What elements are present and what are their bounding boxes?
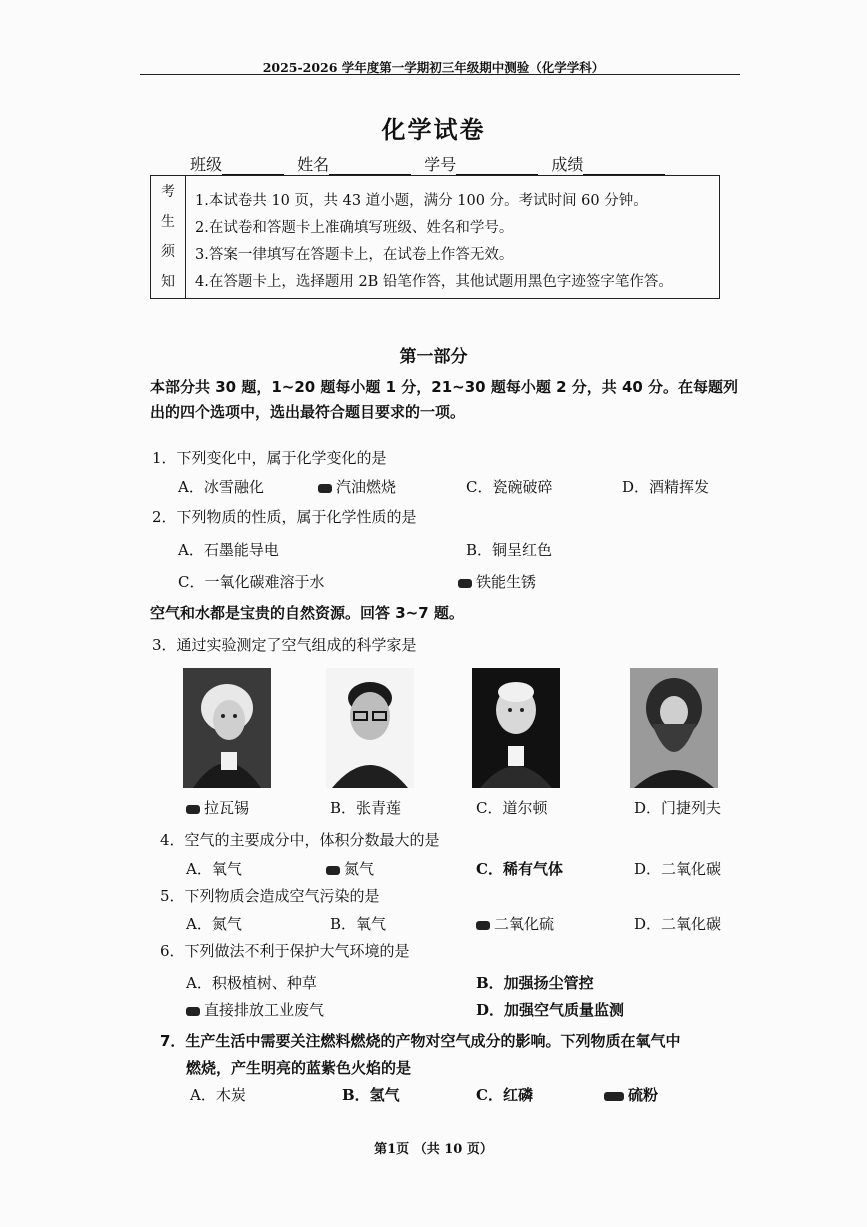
- notice-label-char: 考: [161, 184, 175, 200]
- class-label: 班级: [190, 155, 223, 174]
- option-a[interactable]: A．冰雪融化: [178, 478, 264, 496]
- notice-label-char: 知: [161, 274, 175, 290]
- class-blank[interactable]: [222, 158, 284, 175]
- notice-item: 3.答案一律填写在答题卡上，在试卷上作答无效。: [195, 247, 514, 263]
- portrait-image: [630, 668, 718, 788]
- option-b[interactable]: B．氧气: [330, 915, 387, 933]
- page-number: 第1页 （共 10 页）: [374, 1142, 493, 1157]
- notice-label: [150, 175, 186, 299]
- id-label: 学号: [424, 155, 457, 174]
- question-stem: 燃烧，产生明亮的蓝紫色火焰的是: [186, 1059, 412, 1077]
- answer-mark: [458, 579, 472, 588]
- portrait-lavoisier: [183, 668, 271, 788]
- option-c[interactable]: C．一氧化碳难溶于水: [178, 573, 325, 591]
- option-b[interactable]: B．氢气: [342, 1086, 400, 1104]
- portrait-image: [326, 668, 414, 788]
- option-c[interactable]: C．瓷碗破碎: [466, 478, 553, 496]
- question-stem: 2．下列物质的性质，属于化学性质的是: [152, 508, 417, 526]
- notice-item: 2.在试卷和答题卡上准确填写班级、姓名和学号。: [195, 220, 514, 236]
- answer-mark: [186, 805, 200, 814]
- notice-item: 1.本试卷共 10 页，共 43 道小题，满分 100 分。考试时间 60 分钟。: [195, 193, 648, 209]
- option-a[interactable]: A．氧气: [186, 860, 242, 878]
- context-para: 空气和水都是宝贵的自然资源。回答 3~7 题。: [150, 604, 464, 622]
- score-label: 成绩: [551, 155, 584, 174]
- option-d[interactable]: D．加强空气质量监测: [476, 1001, 625, 1019]
- option-b[interactable]: 汽油燃烧: [318, 476, 396, 497]
- option-d[interactable]: 铁能生锈: [458, 571, 536, 592]
- name-label: 姓名: [297, 155, 330, 174]
- portrait-zhang-qinglian: [326, 668, 414, 788]
- answer-mark: [186, 1007, 200, 1016]
- option-b[interactable]: B．加强扬尘管控: [476, 974, 594, 992]
- question-stem: 6．下列做法不利于保护大气环境的是: [160, 942, 410, 960]
- option-c[interactable]: 二氧化硫: [476, 913, 554, 934]
- part-instructions: 本部分共 30 题，1~20 题每小题 1 分，21~30 题每小题 2 分，共 40 分。在每题列: [150, 378, 739, 396]
- notice-label-char: 生: [161, 214, 175, 230]
- question-stem: 3．通过实验测定了空气组成的科学家是: [152, 636, 417, 654]
- portrait-mendeleev: [630, 668, 718, 788]
- option-d[interactable]: D．酒精挥发: [622, 478, 710, 496]
- portrait-image: [183, 668, 271, 788]
- part-title: 第一部分: [399, 347, 468, 367]
- answer-mark: [476, 921, 490, 930]
- part-instructions: 出的四个选项中，选出最符合题目要求的一项。: [150, 403, 466, 421]
- option-b[interactable]: B．铜呈红色: [466, 541, 553, 559]
- answer-mark: [318, 484, 332, 493]
- option-a[interactable]: A．木炭: [190, 1086, 246, 1104]
- option-a[interactable]: A．氮气: [186, 915, 242, 933]
- question-stem: 7．生产生活中需要关注燃料燃烧的产物对空气成分的影响。下列物质在氧气中: [160, 1032, 681, 1050]
- name-blank[interactable]: [329, 158, 411, 175]
- option-d[interactable]: D．二氧化碳: [634, 915, 722, 933]
- answer-mark: [604, 1092, 624, 1101]
- option-c[interactable]: 直接排放工业废气: [186, 999, 324, 1020]
- notice-item: 4.在答题卡上，选择题用 2B 铅笔作答，其他试题用黑色字迹签字笔作答。: [195, 274, 673, 290]
- option-d[interactable]: 硫粉: [604, 1084, 658, 1105]
- option-a[interactable]: A．积极植树、种草: [186, 974, 317, 992]
- option-a[interactable]: 拉瓦锡: [186, 797, 249, 818]
- option-d[interactable]: D．二氧化碳: [634, 860, 722, 878]
- header-divider: [140, 74, 740, 75]
- option-a[interactable]: A．石墨能导电: [178, 541, 279, 559]
- running-header: 2025-2026 学年度第一学期初三年级期中测验（化学学科）: [262, 60, 605, 75]
- option-c[interactable]: C．红磷: [476, 1086, 533, 1104]
- id-blank[interactable]: [456, 158, 538, 175]
- option-c[interactable]: C．道尔顿: [476, 799, 548, 817]
- student-info-row: [190, 152, 673, 175]
- question-stem: 1．下列变化中，属于化学变化的是: [152, 449, 387, 467]
- page-title: 化学试卷: [381, 116, 486, 144]
- portrait-image: [472, 668, 560, 788]
- question-stem: 4．空气的主要成分中，体积分数最大的是: [160, 831, 440, 849]
- option-b[interactable]: B．张青莲: [330, 799, 402, 817]
- notice-label-char: 须: [161, 244, 175, 260]
- question-stem: 5．下列物质会造成空气污染的是: [160, 887, 380, 905]
- answer-mark: [326, 866, 340, 875]
- option-b[interactable]: 氮气: [326, 858, 374, 879]
- option-d[interactable]: D．门捷列夫: [634, 799, 722, 817]
- portrait-dalton: [472, 668, 560, 788]
- option-c[interactable]: C．稀有气体: [476, 860, 563, 878]
- score-blank[interactable]: [583, 158, 665, 175]
